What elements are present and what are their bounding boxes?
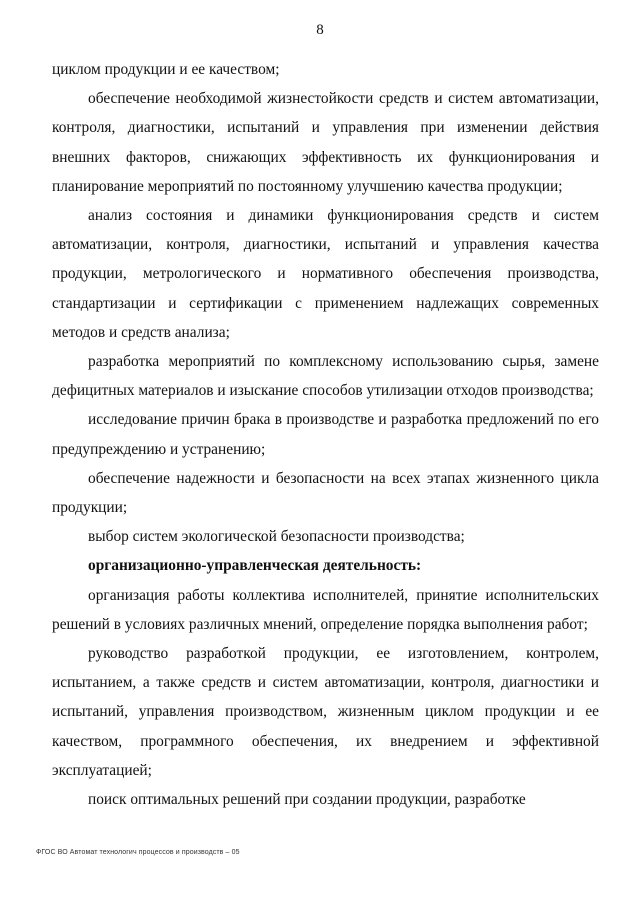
page-number: 8 bbox=[316, 22, 324, 38]
page-footer: ФГОС ВО Автомат технологич процессов и производств – 05 bbox=[36, 849, 240, 856]
paragraph: обеспечение необходимой жизнестойкости средств и систем автоматизации, контроля, диагностики, испытаний и управления при изменении действия внешних факторов, снижающих эффективность их функционирования и планирование мероприятий по постоянному улучшению качества продукции; bbox=[52, 90, 599, 195]
paragraph: поиск оптимальных решений при создании продукции, разработке bbox=[88, 791, 526, 809]
paragraph: обеспечение надежности и безопасности на всех этапах жизненного цикла продукции; bbox=[52, 469, 599, 517]
paragraph: руководство разработкой продукции, ее изготовлением, контролем, испытанием, а также средств и систем автоматизации, контроля, диагностики и испытаний, управления производством, жизненным циклом продукции и ее качеством, программного обеспечения, их внедрением и эффективной эксплуатацией; bbox=[52, 645, 599, 779]
paragraph: анализ состояния и динамики функционирования средств и систем автоматизации, контроля, диагностики, испытаний и управления качества продукции, метрологического и нормативного обеспечения производства, стандартизации и сертификации с применением надлежащих современных методов и средств анализа; bbox=[52, 207, 599, 341]
document-body bbox=[52, 55, 599, 814]
section-heading: организационно-управленческая деятельность: bbox=[88, 557, 422, 575]
paragraph-continuation: циклом продукции и ее качеством; bbox=[52, 61, 280, 78]
paragraph: организация работы коллектива исполнителей, принятие исполнительских решений в условиях различных мнений, определение порядка выполнения работ; bbox=[52, 586, 599, 633]
paragraph: исследование причин брака в производстве и разработка предложений по его предупреждению и устранению; bbox=[52, 411, 599, 458]
paragraph: выбор систем экологической безопасности производства; bbox=[88, 528, 465, 546]
paragraph: разработка мероприятий по комплексному использованию сырья, замене дефицитных материалов и изыскание способов утилизации отходов производства; bbox=[52, 353, 599, 400]
